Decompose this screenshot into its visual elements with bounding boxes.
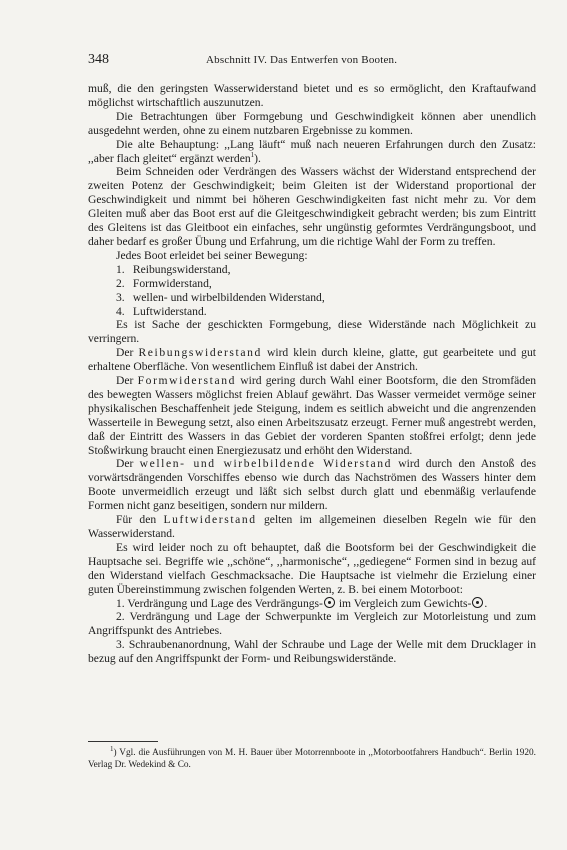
paragraph-7-rest: wird klein durch kleine, glatte, gut gearbeitete und gut erhaltene Oberfläche. Von wesentlichem Einfluß ist dabei der Anstrich. xyxy=(88,346,536,374)
list-item xyxy=(88,263,536,277)
footnote-divider xyxy=(88,741,158,742)
list-item xyxy=(88,277,536,291)
paragraph-1: muß, die den geringsten Wasserwiderstand bietet und es so ermöglicht, den Kraftaufwand möglichst wirtschaftlich auszunutzen. xyxy=(88,82,536,109)
list-item-text: Reibungswiderstand, xyxy=(132,262,231,276)
paragraph-9-pre: Der xyxy=(116,457,140,471)
list-item-number: 4. xyxy=(116,304,125,318)
term-reibungswiderstand: Reibungswiderstand xyxy=(138,346,262,360)
page-number: 348 xyxy=(88,52,109,67)
item-1-text-b: im Vergleich zum Gewichts- xyxy=(335,596,472,610)
page-header xyxy=(88,52,524,68)
footnote-marker: 1 xyxy=(110,744,114,753)
paragraph-11: Es wird leider noch zu oft behauptet, daß die Bootsform bei der Geschwindigkeit die Hauptsache sei. Begriffe wie ,,schöne“, ,,harmonische“, ,,gediegene“ Formen sind in bezug auf den Widerstand vielfach Geschmacksache. Die Hauptsache ist vielmehr die Erzielung einer guten Übereinstimmung zwischen folgenden Werten, z. B. bei einem Motorboot: xyxy=(88,540,536,596)
paragraph-3-end: ). xyxy=(254,151,261,165)
paragraph-4: Beim Schneiden oder Verdrängen des Wassers wächst der Widerstand entsprechend der zweiten Potenz der Geschwindigkeit; beim Gleiten ist der Widerstand proportional der Geschwindigkeit und nimmt bei höheren Geschwindigkeiten fast nicht mehr zu. Vor dem Gleiten muß aber das Boot erst auf die Gleitgeschwindigkeit gebracht werden; bis zum Eintritt des Gleitens ist das Gleitboot ein einfaches, sehr ungünstig geformtes Verdrängungsboot, und daher bedarf es großer Übung und Erfahrung, um die richtige Wahl der Form zu treffen. xyxy=(88,165,536,248)
circle-dot-icon xyxy=(472,597,483,608)
paragraph-3-text: Die alte Behauptung: ,,Lang läuft“ muß nach neueren Erfahrungen durch den Zusatz: ,,aber flach gleitet“ ergänzt werden xyxy=(88,137,536,165)
paragraph-7-pre: Der xyxy=(116,346,139,360)
term-luftwiderstand: Luftwiderstand xyxy=(163,513,257,527)
term-wellenwiderstand: wellen- und wirbelbildende Widerstand xyxy=(139,457,393,471)
paragraph-10 xyxy=(88,513,536,541)
list-item-number: 1. xyxy=(116,262,125,276)
list-item-number: 2. xyxy=(116,276,125,290)
paragraph-2: Die Betrachtungen über Formgebung und Geschwindigkeit können aber unendlich ausgedehnt werden, ohne zu einem nutzbaren Ergebnisse zu kommen. xyxy=(88,109,536,137)
paragraph-9-rest: wird durch den Anstoß des vorwärtsdrängenden Vorschiffes ebenso wie durch das Nachströmen des Wassers hinter dem Boote unvermeidlich erzeugt und läßt sich selbst durch glatt und ebenmäßig verlaufende Formen nicht ganz beseitigen, sondern nur mildern. xyxy=(88,457,537,513)
list-item-text: Formwiderstand, xyxy=(132,276,212,290)
paragraph-10-rest: gelten im allgemeinen dieselben Regeln wie für den Wasserwiderstand. xyxy=(88,513,536,540)
paragraph-9 xyxy=(88,457,536,513)
numbered-item-1 xyxy=(88,597,536,611)
circle-dot-icon xyxy=(324,597,335,608)
term-formwiderstand: Formwiderstand xyxy=(137,374,237,388)
list-item-text: Luftwiderstand. xyxy=(132,304,207,318)
paragraph-6: Es ist Sache der geschickten Formgebung, diese Widerstände nach Möglichkeit zu verringern. xyxy=(88,318,536,346)
body-text xyxy=(88,82,536,666)
numbered-item-3: 3. Schraubenanordnung, Wahl der Schraube und Lage der Welle mit dem Drucklager in bezug auf den Angriffspunkt der Form- und Reibungswiderstände. xyxy=(88,638,536,666)
item-1-text-a: 1. Verdrängung und Lage des Verdrängungs- xyxy=(116,596,323,610)
paragraph-5: Jedes Boot erleidet bei seiner Bewegung: xyxy=(116,248,308,262)
paragraph-10-pre: Für den xyxy=(116,513,164,527)
footnote xyxy=(88,744,536,771)
resistance-list xyxy=(88,263,536,319)
paragraph-8 xyxy=(88,374,536,457)
list-item-number: 3. xyxy=(116,290,125,304)
list-item-text: wellen- und wirbelbildenden Widerstand, xyxy=(132,290,325,304)
paragraph-3 xyxy=(88,138,536,166)
list-item xyxy=(88,291,536,305)
footnote-ref: 1 xyxy=(250,150,255,159)
footnote-text: ) Vgl. die Ausführungen von M. H. Bauer über Motorrennboote in ,,Motorbootfahrers Handbuch“. Berlin 1920. Verlag Dr. Wedekind & Co. xyxy=(88,748,536,770)
item-1-text-c: . xyxy=(484,596,488,610)
numbered-item-2: 2. Verdrängung und Lage der Schwerpunkte im Vergleich zur Motorleistung und zum Angriffspunkt des Antriebes. xyxy=(88,610,536,638)
paragraph-8-pre: Der xyxy=(116,374,138,388)
list-item xyxy=(88,305,536,319)
paragraph-8-rest: wird gering durch Wahl einer Bootsform, die den Stromfäden des bewegten Wassers möglichst freien Ablauf gewährt. Das Wasser vermeidet vermöge seiner physikalischen Beschaffenheit jede Steigung, indem es seitlich abweicht und die angrenzenden Wasserteile in Bewegung setzt, also einen Arbeitszusatz erzeugt. Ferner muß angestrebt werden, daß der Eintritt des Wassers in das Gebiet der vorderen Spanten stoßfrei erfolgt; denn jede Stoßwirkung braucht einen Energiezusatz und erhöht den Widerstand. xyxy=(88,374,537,457)
running-head: Abschnitt IV. Das Entwerfen von Booten. xyxy=(206,54,398,66)
paragraph-7 xyxy=(88,346,536,374)
